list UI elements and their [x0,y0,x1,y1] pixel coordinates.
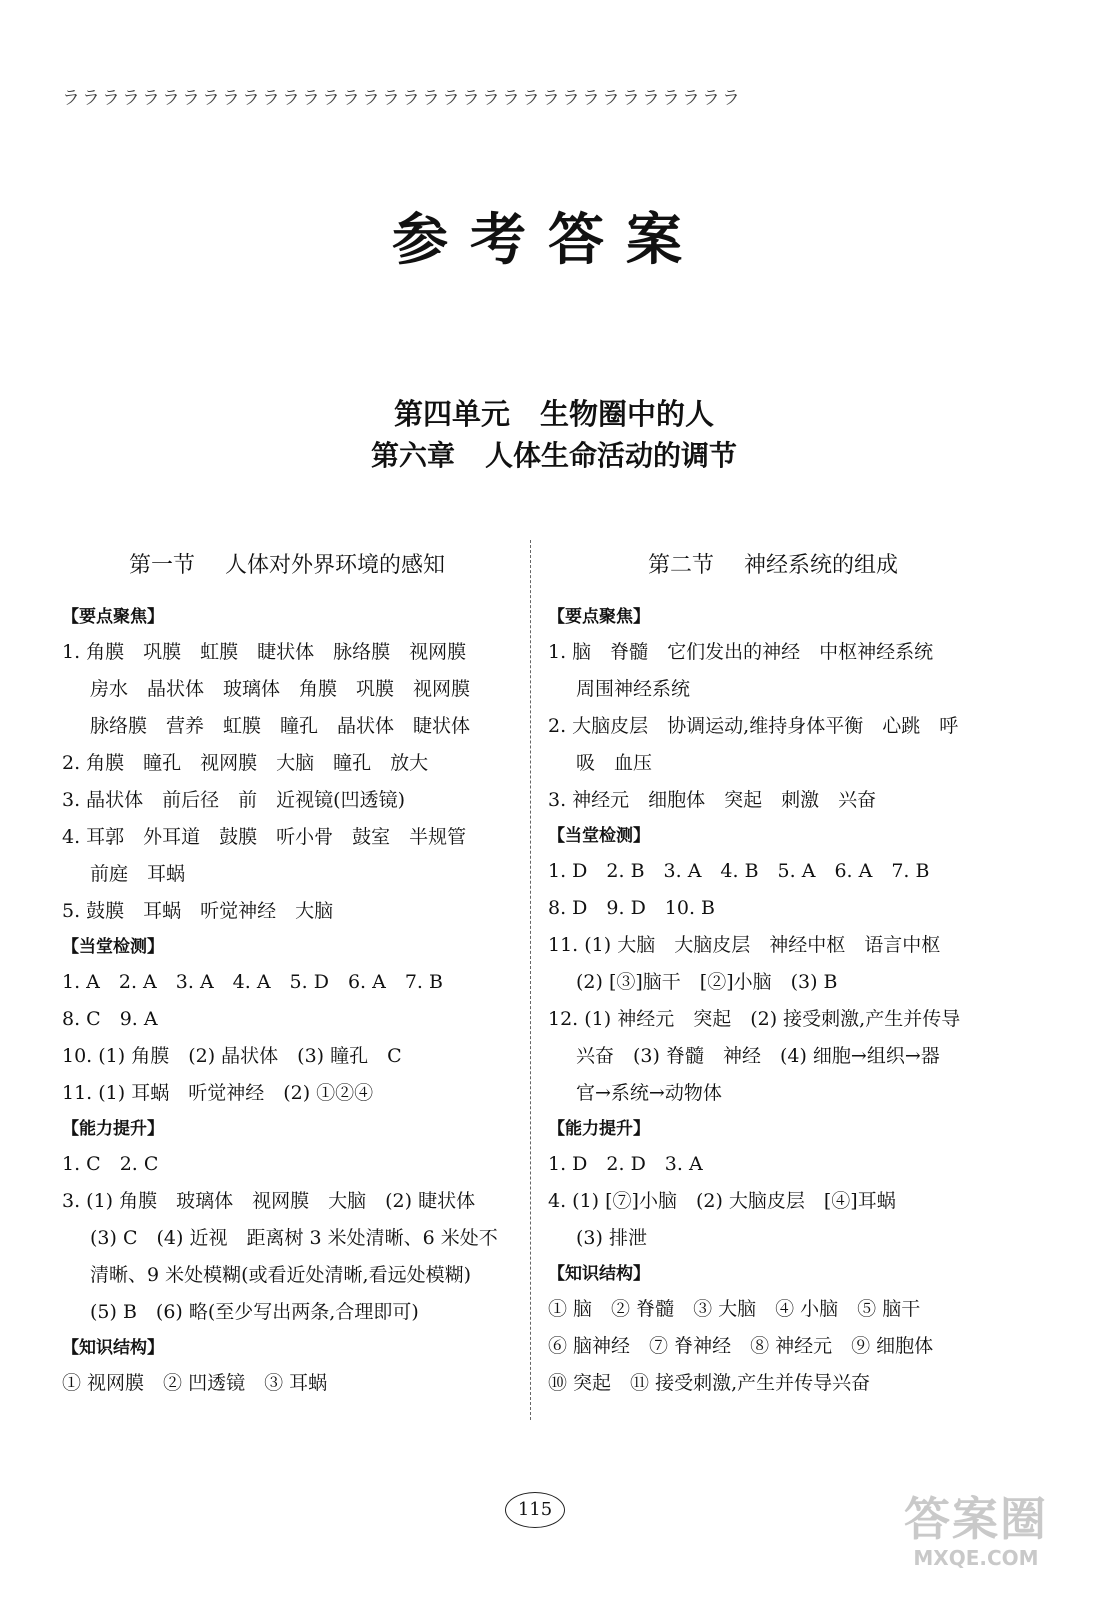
chapter-number: 第六章 [370,439,455,472]
answer-line: 5. 鼓膜 耳蜗 听觉神经 大脑 [62,900,334,922]
unit-number: 第四单元 [393,397,510,431]
answer-line: 官→系统→动物体 [576,1082,722,1104]
answer-line: (3) 排泄 [576,1227,647,1249]
answer-line: 1. C 2. C [62,1153,159,1175]
answer-line: (5) B (6) 略(至少写出两条,合理即可) [90,1301,419,1323]
section-label: 第二节 [647,553,714,578]
page-title: 参考答案 [392,208,704,273]
answer-line: 12. (1) 神经元 突起 (2) 接受刺激,产生并传导 [548,1008,961,1030]
section-title [62,550,512,582]
answer-line: 2. 角膜 瞳孔 视网膜 大脑 瞳孔 放大 [62,752,429,774]
section-label: 第一节 [128,553,195,578]
column-divider [530,540,531,1420]
answer-line: 吸 血压 [576,752,653,774]
section-title [548,550,998,582]
answer-line: 清晰、9 米处模糊(或看近处清晰,看远处模糊) [90,1264,471,1286]
watermark-text: 答案圈 [904,1492,1048,1546]
answer-line: (2) [③]脑干 [②]小脑 (3) B [576,971,838,993]
answer-line: ⑥ 脑神经 ⑦ 脊神经 ⑧ 神经元 ⑨ 细胞体 [548,1335,934,1357]
heading-key-points: 【要点聚焦】 [548,607,650,627]
answer-line: 1. 角膜 巩膜 虹膜 睫状体 脉络膜 视网膜 [62,641,467,663]
answer-line: 8. C 9. A [62,1008,158,1030]
section-name: 神经系统的组成 [744,553,899,578]
answer-line: 房水 晶状体 玻璃体 角膜 巩膜 视网膜 [90,678,471,700]
answer-line: 周围神经系统 [576,678,691,700]
unit-title [0,392,1096,433]
page-number: 115 [505,1492,565,1528]
heading-ability: 【能力提升】 [62,1119,164,1139]
answer-line: 8. D 9. D 10. B [548,897,716,919]
answer-line: 10. (1) 角膜 (2) 晶状体 (3) 瞳孔 C [62,1045,402,1067]
chapter-title [0,434,1096,474]
heading-knowledge: 【知识结构】 [62,1338,164,1358]
answer-line: 前庭 耳蜗 [90,863,186,885]
answer-line: 11. (1) 大脑 大脑皮层 神经中枢 语言中枢 [548,934,941,956]
decorative-border: ララララララララララララララララララララララララララララララララララ [62,88,742,106]
answer-line: 4. 耳郭 外耳道 鼓膜 听小骨 鼓室 半规管 [62,826,467,848]
heading-class-test: 【当堂检测】 [62,937,164,957]
answer-line: 兴奋 (3) 脊髓 神经 (4) 细胞→组织→器 [576,1045,940,1067]
watermark-logo [886,1492,1066,1582]
answer-line: 脉络膜 营养 虹膜 瞳孔 晶状体 睫状体 [90,715,471,737]
left-column [62,550,512,1402]
answer-line: 1. A 2. A 3. A 4. A 5. D 6. A 7. B [62,971,443,993]
heading-knowledge: 【知识结构】 [548,1264,650,1284]
answer-line: 3. 晶状体 前后径 前 近视镜(凹透镜) [62,789,405,811]
right-column [548,550,998,1402]
answer-line: 2. 大脑皮层 协调运动,维持身体平衡 心跳 呼 [548,715,959,737]
answer-line: 3. 神经元 细胞体 突起 刺激 兴奋 [548,789,877,811]
answer-line: 1. D 2. B 3. A 4. B 5. A 6. A 7. B [548,860,930,882]
unit-name: 生物圈中的人 [540,397,715,431]
section-name: 人体对外界环境的感知 [225,553,446,578]
answer-line: 1. D 2. D 3. A [548,1153,703,1175]
answer-line: 4. (1) [⑦]小脑 (2) 大脑皮层 [④]耳蜗 [548,1190,896,1212]
answer-line: ① 脑 ② 脊髓 ③ 大脑 ④ 小脑 ⑤ 脑干 [548,1298,921,1320]
watermark-url: MXQE.COM [913,1546,1039,1570]
heading-class-test: 【当堂检测】 [548,826,650,846]
heading-key-points: 【要点聚焦】 [62,607,164,627]
answer-line: ① 视网膜 ② 凹透镜 ③ 耳蜗 [62,1372,328,1394]
answer-line: ⑩ 突起 ⑪ 接受刺激,产生并传导兴奋 [548,1372,871,1394]
answer-line: 3. (1) 角膜 玻璃体 视网膜 大脑 (2) 睫状体 [62,1190,476,1212]
chapter-name: 人体生命活动的调节 [485,439,738,472]
answer-line: 11. (1) 耳蜗 听觉神经 (2) ①②④ [62,1082,374,1104]
heading-ability: 【能力提升】 [548,1119,650,1139]
answer-line: (3) C (4) 近视 距离树 3 米处清晰、6 米处不 [90,1227,498,1249]
answer-line: 1. 脑 脊髓 它们发出的神经 中枢神经系统 [548,641,934,663]
